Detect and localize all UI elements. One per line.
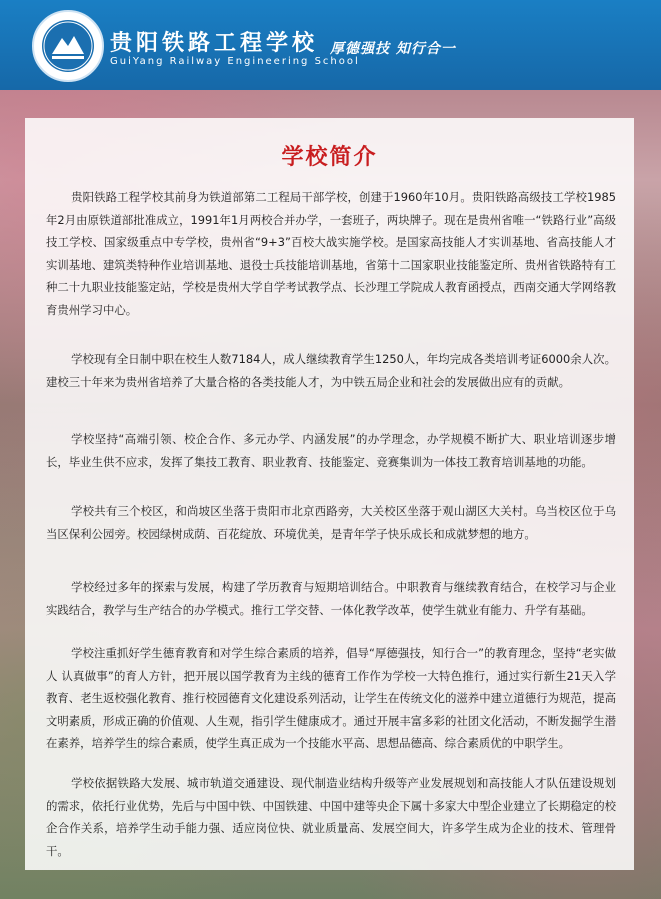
school-motto: 厚德强技 知行合一 [330, 41, 456, 57]
paragraph-students: 学校现有全日制中职在校生人数7184人，成人继续教育学生1250人，年均完成各类培训考证6000余人次。建校三十年来为贵州省培养了大量合格的各类技能人才，为中铁五局企业和社会的发展做出应有的贡献。 [46, 352, 616, 389]
page-title: 学校简介 [281, 144, 378, 170]
paragraph-campuses: 学校共有三个校区，和尚坡区坐落于贵阳市北京西路旁，大关校区坐落于观山湖区大关村。乌当校区位于乌当区保利公园旁。校园绿树成荫、百花绽放、环境优美，是青年学子快乐成长和成就梦想的地方。 [46, 504, 616, 541]
logo-emblem [42, 20, 94, 72]
school-name-cn: 贵阳铁路工程学校 [110, 30, 319, 56]
paragraph-education-model: 学校经过多年的探索与发展，构建了学历教育与短期培训结合。中职教育与继续教育结合，在校学习与企业实践结合，教学与生产结合的办学模式。推行工学交替、一体化教学改革，使学生就业有能力、升学有基础。 [46, 580, 616, 617]
paragraph-industry-cooperation: 学校依据铁路大发展、城市轨道交通建设、现代制造业结构升级等产业发展规划和高技能人才队伍建设规划的需求，依托行业优势，先后与中国中铁、中国铁建、中国中建等央企下属十多家大中型企业建立了长期稳定的校企合作关系，培养学生动手能力强、适应岗位快、就业质量高、发展空间大，许多学生成为企业的技术、管理骨干。 [46, 776, 616, 858]
header-banner [0, 0, 661, 90]
paragraph-moral-education: 学校注重抓好学生德育教育和对学生综合素质的培养，倡导“厚德强技，知行合一”的教育理念，坚持“老实做人 认真做事”的育人方针，把开展以国学教育为主线的德育工作作为学校一大特色推行，通过实行新生21天入学教育、老生返校强化教育、推行校园德育文化建设系列活动，让学生在传统文化的滋养中建立道德行为规范，提高文明素质，形成正确的价值观、人生观，指引学生健康成才。通过开展丰富多彩的社团文化活动，不断发掘学生潜在素养，培养学生的综合素质，使学生真正成为一个技能水平高、思想品德高、综合素质优的中职学生。 [46, 646, 616, 750]
paragraph-history: 贵阳铁路工程学校其前身为铁道部第二工程局干部学校，创建于1960年10月。贵阳铁路高级技工学校1985年2月由原铁道部批准成立，1991年1月两校合并办学，一套班子，两块牌子。现在是贵州省唯一“铁路行业”高级技工学校、国家级重点中专学校，贵州省“9+3”百校大战实施学校。是国家高技能人才实训基地、省高技能人才实训基地、建筑类特种作业培训基地、退役士兵技能培训基地，省第十二国家职业技能鉴定所、贵州省铁路特有工种二十九职业技能鉴定站，学校是贵州大学自学考试教学点、长沙理工学院成人教育函授点，西南交通大学网络教育贵州学习中心。 [46, 190, 616, 317]
paragraph-philosophy: 学校坚持“高端引领、校企合作、多元办学、内涵发展”的办学理念，办学规模不断扩大、职业培训逐步增长，毕业生供不应求，发挥了集技工教育、职业教育、技能鉴定、竞赛集训为一体技工教育培训基地的功能。 [46, 432, 616, 469]
school-name-en: GuiYang Railway Engineering School [110, 56, 360, 67]
content-panel [25, 118, 634, 870]
school-logo [32, 10, 104, 82]
mountain-icon [42, 20, 94, 72]
